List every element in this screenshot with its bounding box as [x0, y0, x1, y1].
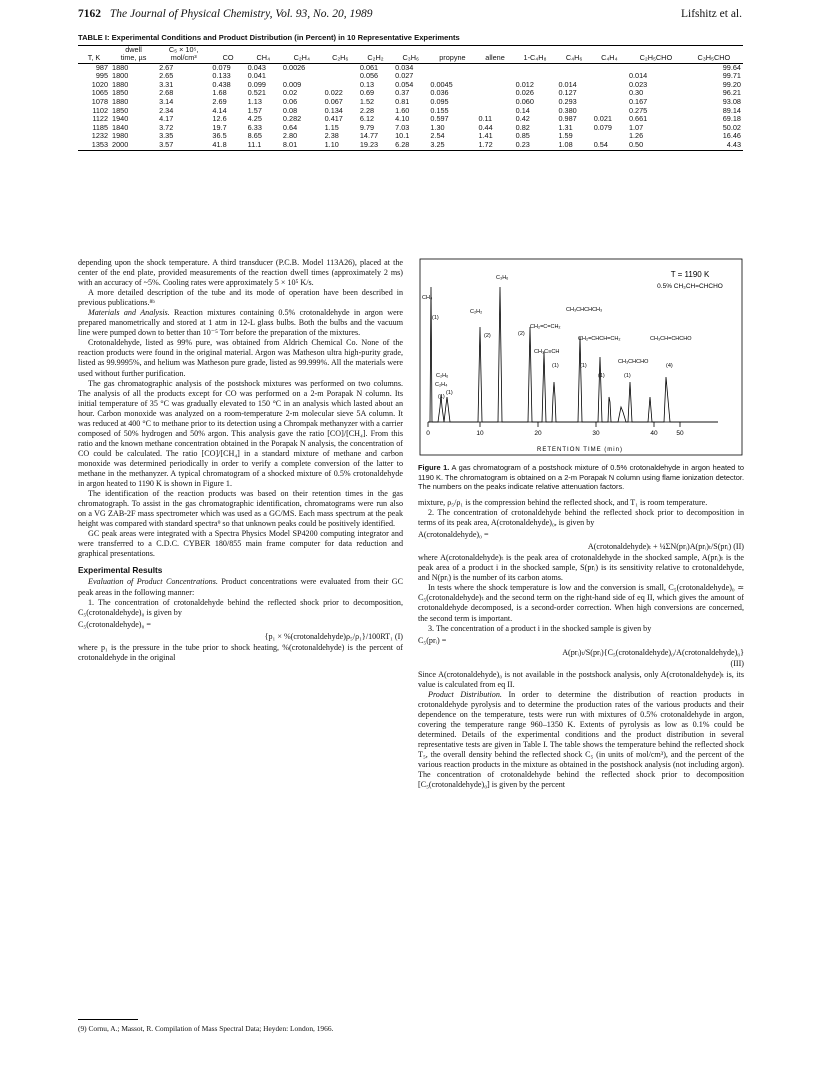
- table-cell: 2.28: [359, 105, 375, 115]
- table-cell: 19.7: [212, 122, 227, 132]
- table-cell: 1850: [112, 105, 129, 115]
- table-cell: 99.64: [722, 62, 741, 72]
- table-cell: 3.35: [159, 131, 174, 141]
- footnote-rule: [78, 1019, 138, 1020]
- equation-3-lhs: C₅(prᵢ) =: [418, 635, 447, 645]
- table-cell: 0.079: [212, 62, 231, 72]
- table-cell: 4.10: [395, 114, 410, 124]
- table-cell: 19.23: [358, 141, 393, 150]
- table-cell: 1940: [112, 114, 129, 124]
- table-1: [78, 45, 743, 151]
- attenuation-label: (2): [484, 333, 491, 339]
- peak-label-c2h2: C₂H₂: [470, 309, 483, 315]
- table-header: C₂H₄: [281, 54, 323, 63]
- table-row: [78, 141, 743, 150]
- table-cell: 99.20: [722, 79, 741, 89]
- table-cell: 1880: [112, 96, 129, 106]
- table-cell: 1880: [112, 62, 129, 72]
- paragraph: A more detailed description of the tube and its mode of operation have been described in previous publications.⁸ᵇ: [78, 288, 403, 308]
- paragraph: In tests where the shock temperature is low and the conversion is small, C₅(crotonaldehyde)₀ ≃ C₅(crotonaldehyde)ₜ and the second term on the right-hand side of eq II, which gives the amount of crotonaldehyde decomposed, is a second-order correction. When high conversions are concerned, the second term is important.: [418, 583, 744, 623]
- figure-title-temperature: T = 1190 K: [670, 270, 710, 279]
- table-cell: 3.31: [159, 79, 174, 89]
- table-cell: 0.056: [359, 71, 379, 81]
- x-tick-label: 30: [592, 430, 600, 437]
- table-cell: 8.65: [247, 131, 262, 141]
- table-cell: 0.282: [282, 114, 302, 124]
- table-cell: 4.17: [159, 114, 174, 124]
- table-header: C₂H₆: [323, 54, 358, 63]
- table-cell: [556, 63, 591, 72]
- table-cell: 0.85: [515, 131, 530, 141]
- attenuation-label: (4): [666, 363, 673, 369]
- table-cell: 0.82: [515, 122, 530, 132]
- table-cell: [592, 81, 627, 90]
- table-cell: [323, 72, 358, 81]
- attenuation-label: (1): [624, 373, 631, 379]
- table-cell: [592, 63, 627, 72]
- table-cell: 0.54: [592, 141, 627, 150]
- table-header: 1-C₄H₈: [514, 54, 557, 63]
- table-header: CO: [210, 54, 245, 63]
- table-cell: 3.57: [157, 141, 210, 150]
- table-cell: [476, 63, 513, 72]
- table-cell: 0.026: [515, 88, 534, 98]
- table-cell: 1.30: [430, 122, 445, 132]
- table-cell: 2.67: [159, 62, 174, 72]
- table-cell: 2.38: [324, 131, 339, 141]
- authors: Lifshitz et al.: [681, 8, 742, 20]
- figure-1-chromatogram: [418, 257, 744, 457]
- peak-label-allene: CH₂=C=CH₂: [530, 324, 561, 330]
- table-cell: 1.57: [247, 105, 262, 115]
- table-cell: 1.15: [324, 122, 339, 132]
- table-cell: [476, 81, 513, 90]
- table-cell: [476, 98, 513, 107]
- table-cell: 12.6: [212, 114, 227, 124]
- peak-label-c2h6: C₂H₆: [436, 373, 449, 379]
- peak-label-crotonaldehyde: CH₃CH=CHCHO: [650, 336, 692, 342]
- table-cell: 1353: [78, 141, 110, 150]
- table-cell: 6.28: [393, 141, 428, 150]
- table-cell: 1.52: [359, 96, 375, 106]
- table-cell: 10.1: [395, 131, 410, 141]
- table-cell: [476, 72, 513, 81]
- table-cell: 0.14: [515, 105, 530, 115]
- paragraph: 2. The concentration of crotonaldehyde behind the reflected shock prior to decomposition in terms of its peak area, A(crotonaldehyde)₀, is given by: [418, 508, 744, 528]
- run-in-title: Evaluation of Product Concentrations.: [88, 577, 218, 587]
- table-cell: 2.34: [159, 105, 174, 115]
- attenuation-label: (1): [432, 315, 439, 321]
- table-cell: 93.08: [722, 96, 741, 106]
- running-header: [78, 8, 742, 20]
- table-header: time, µs: [110, 54, 157, 63]
- table-cell: 0.293: [558, 96, 577, 106]
- table-cell: 0.067: [324, 96, 343, 106]
- paragraph: The identification of the reaction products was based on their retention times in the gas chromatograph. To assist in the gas chromatographic identification, chromatograms were run also on a VG ZAB-2F mass spectrometer which was used as a GC/MS. Each mass spectrum at the peak height was compared with standard spectra⁹ so that unknown peaks could be positively identified.: [78, 489, 403, 529]
- table-cell: 9.79: [359, 122, 375, 132]
- table-cell: 0.061: [359, 62, 379, 72]
- table-cell: 41.8: [210, 141, 245, 150]
- table-cell: 96.21: [722, 88, 741, 98]
- table-header: C₃H₆: [393, 54, 428, 63]
- table-cell: [323, 63, 358, 72]
- paragraph: depending upon the shock temperature. A third transducer (P.C.B. Model 113A26), placed at the center of the end plate, provided measurements of the reaction dwell times (approximately 2 ms) with an accuracy of ~5%. Cooling rates were approximately 5 × 10⁵ K/s.: [78, 258, 403, 288]
- x-tick-label: 20: [534, 430, 542, 437]
- equation-1-rhs: {p₁ × %(crotonaldehyde)ρ₅/ρ₁}/100RT₁ (I): [264, 631, 403, 641]
- paragraph: The gas chromatographic analysis of the postshock mixtures was performed on two columns. The analysis of all the products except for CO was performed on a 2-m Porapak N column. Its initial temperature of 35 °C was gradually elevated to 150 °C in an analysis which lasted about an hour. Carbon monoxide was analyzed on a room-temperature 2-m molecular sieve 5A column. It was reduced at 400 °C to methane prior to its detection using a Chrompak methanyzer with a carrier composed of 50% hydrogen and 50% argon. This analysis gave the ratio [CO]/[CH₄]. From this ratio and the known methane concentration obtained in the Porapak N analysis, the concentration of CO could be calculated. The ratio [CO]/[CH₄] in a standard mixture of methane and carbon monoxide was determined periodically in order to verify a complete conversion of the latter to methane in the methanyzer. A typical chromatogram of a shocked mixture of 0.5% crotonaldehyde in argon heated to 1190 K is shown in Figure 1.: [78, 378, 403, 489]
- table-cell: 0.041: [247, 71, 266, 81]
- equation-3-rhs: A(prᵢ)ₜ/S(prᵢ){C₅(crotonaldehyde)₀/A(crotonaldehyde)₀}: [562, 647, 744, 657]
- table-cell: [592, 89, 627, 98]
- figure-caption: Figure 1. A gas chromatogram of a postshock mixture of 0.5% crotonaldehyde in argon heated to 1190 K. The chromatogram is obtained on a 2-m Porapak N column using flame ionization detector. The numbers on the peaks indicate relative attenuation factors.: [418, 463, 744, 492]
- peak-label-ch4: CH₄: [422, 295, 433, 301]
- x-axis-ticks: [426, 422, 684, 437]
- table-cell: 8.01: [281, 141, 323, 150]
- table-row: [78, 132, 743, 141]
- table-cell: 1.26: [628, 131, 644, 141]
- table-cell: 1850: [112, 88, 129, 98]
- table-cell: 1020: [91, 79, 109, 89]
- table-cell: 1065: [91, 88, 109, 98]
- table-cell: 2000: [110, 141, 157, 150]
- table-cell: 0.167: [628, 96, 648, 106]
- table-cell: 99.71: [722, 71, 741, 81]
- attenuation-label: (1): [552, 363, 559, 369]
- table-cell: 0.0026: [282, 62, 306, 72]
- x-axis-label: RETENTION TIME (min): [537, 447, 623, 453]
- table-cell: 1.07: [628, 122, 644, 132]
- table-header: allene: [476, 54, 513, 63]
- table-cell: 50.02: [722, 122, 741, 132]
- table-header: T, K: [78, 54, 110, 63]
- section-heading: Experimental Results: [78, 565, 163, 576]
- paragraph: 3. The concentration of a product i in the shocked sample is given by: [428, 623, 652, 633]
- table-cell: [476, 89, 513, 98]
- paragraph: where p₁ is the pressure in the tube prior to shock heating, %(crotonaldehyde) is the percent of crotonaldehyde in the original: [78, 642, 403, 662]
- table-cell: 0.81: [395, 96, 410, 106]
- table-cell: 1800: [112, 71, 129, 81]
- chromatogram-svg: [418, 257, 744, 457]
- paragraph: GC peak areas were integrated with a Spectra Physics Model SP4200 computing integrator and were transferred to a C.D.C. CYBER 180/855 main frame computer for data reduction and graphical presentations.: [78, 529, 403, 559]
- table-cell: 0.012: [515, 79, 534, 89]
- table-header: C₃H₅CHO: [685, 54, 743, 63]
- equation-1-lhs: C₅(crotonaldehyde)₀ =: [78, 619, 151, 629]
- table-cell: 7.03: [395, 122, 410, 132]
- table-cell: 1840: [112, 122, 129, 132]
- table-cell: 6.12: [359, 114, 375, 124]
- table-header: C₄H₄: [592, 54, 627, 63]
- table-header-top: dwell: [110, 46, 157, 55]
- table-cell: 0.69: [359, 88, 375, 98]
- table-cell: 1185: [92, 122, 109, 132]
- table-cell: 14.77: [359, 131, 379, 141]
- table-cell: 69.18: [722, 114, 741, 124]
- figure-caption-label: Figure 1.: [418, 463, 450, 472]
- table-cell: 0.13: [359, 79, 375, 89]
- right-column: [418, 498, 744, 790]
- table-cell: 4.43: [685, 141, 743, 150]
- table-header: CH₄: [246, 54, 281, 63]
- attenuation-label: (1): [580, 363, 587, 369]
- peak-label-c3h6: C₃H₆: [496, 275, 509, 281]
- table-cell: 0.11: [478, 114, 493, 124]
- table-cell: 1078: [91, 96, 109, 106]
- table-cell: 3.14: [159, 96, 174, 106]
- table-cell: 11.1: [246, 141, 281, 150]
- table-cell: [592, 72, 627, 81]
- table-cell: 0.043: [247, 62, 266, 72]
- table-header: C₂H₅CHO: [627, 54, 685, 63]
- table-cell: 1.68: [212, 88, 227, 98]
- left-column: [78, 258, 403, 663]
- table-cell: 2.69: [212, 96, 227, 106]
- paragraph: Crotonaldehyde, listed as 99% pure, was obtained from Aldrich Chemical Co. None of the reaction products were found in the original material. Argon was Matheson ultra high-purity grade, listed as 99.9995%, and helium was Matheson pure grade, listed as 99.999%. All the materials were used without further purification.: [78, 338, 403, 378]
- table-cell: 1.31: [558, 122, 573, 132]
- table-cell: 0.50: [627, 141, 685, 150]
- paragraph: Evaluation of Product Concentrations. Product concentrations were evaluated from their GC peak areas in the following manner:: [78, 577, 403, 597]
- table-cell: 0.42: [515, 114, 530, 124]
- table-cell: 0.022: [324, 88, 343, 98]
- x-tick-label: 10: [476, 430, 484, 437]
- table-row: [78, 115, 743, 124]
- table-cell: 1.72: [476, 141, 513, 150]
- table-cell: 0.023: [628, 79, 648, 89]
- table-cell: 0.64: [282, 122, 298, 132]
- attenuation-label: (1): [598, 373, 605, 379]
- table-cell: 2.68: [159, 88, 174, 98]
- table-cell: 0.06: [282, 96, 298, 106]
- table-cell: 1.41: [478, 131, 493, 141]
- table-cell: 89.14: [722, 105, 741, 115]
- table-cell: 0.127: [558, 88, 577, 98]
- table-cell: 0.036: [430, 88, 449, 98]
- table-cell: 1880: [112, 79, 129, 89]
- table-cell: 16.46: [722, 131, 741, 141]
- table-cell: 0.009: [282, 79, 302, 89]
- table-cell: 0.275: [628, 105, 648, 115]
- table-cell: 0.08: [282, 105, 298, 115]
- table-cell: 2.54: [430, 131, 445, 141]
- table-cell: [514, 63, 557, 72]
- run-in-title: Materials and Analysis.: [88, 308, 170, 318]
- peak-label-butadiene: CH₂=CHCH=CH₂: [578, 336, 621, 342]
- table-cell: 3.25: [428, 141, 476, 150]
- table-cell: 0.014: [628, 71, 648, 81]
- table-cell: 0.014: [558, 79, 577, 89]
- table-cell: 0.079: [593, 122, 612, 132]
- equation-2-lhs: A(crotonaldehyde)₀ =: [418, 530, 489, 540]
- table-cell: 995: [95, 71, 109, 81]
- run-in-title: Product Distribution.: [428, 689, 502, 699]
- table-cell: 0.034: [395, 62, 414, 72]
- table-cell: 1232: [91, 131, 109, 141]
- table-cell: [592, 98, 627, 107]
- table-cell: 0.661: [628, 114, 648, 124]
- table-cell: 987: [95, 62, 109, 72]
- table-cell: 1.13: [247, 96, 262, 106]
- table-cell: 1.08: [556, 141, 591, 150]
- peak-label-c2h4: C₂H₄: [435, 382, 448, 388]
- table-cell: 0.37: [395, 88, 410, 98]
- footnote: (9) Cornu, A.; Massot, R. Compilation of Mass Spectral Data; Heyden: London, 1966.: [78, 1024, 334, 1033]
- table-cell: 0.027: [395, 71, 414, 81]
- table-cell: 6.33: [247, 122, 262, 132]
- paragraph: Materials and Analysis. Reaction mixtures containing 0.5% crotonaldehyde in argon were prepared manometrically and stored at 1 atm in 12-L glass bulbs. Both the bulbs and the vacuum line were pumped down to better than 10⁻⁵ Torr before the preparation of the mixtures.: [78, 308, 403, 338]
- table-cell: 2.80: [282, 131, 298, 141]
- page-number: 7162: [78, 8, 101, 20]
- table-cell: 0.060: [515, 96, 534, 106]
- table-cell: 0.597: [430, 114, 449, 124]
- table-cell: 36.5: [212, 131, 227, 141]
- table-cell: 2.65: [159, 71, 174, 81]
- paragraph: Since A(crotonaldehyde)₀ is not available in the postshock analysis, only A(crotonaldehyde)ₜ is, its value is calculated from eq II.: [418, 669, 744, 689]
- x-tick-label: 50: [676, 430, 684, 437]
- paragraph: where A(crotonaldehyde)ₜ is the peak area of crotonaldehyde in the shocked sample, A(prᵢ)ₜ is the peak area of a product i in the shocked sample, S(prᵢ) is its sensitivity relative to crotonaldehyde, and N(prᵢ) is the number of its carbon atoms.: [418, 553, 744, 583]
- table-cell: 4.14: [212, 105, 227, 115]
- table-cell: 0.133: [212, 71, 231, 81]
- x-tick-label: 0: [426, 430, 430, 437]
- table-cell: 0.380: [558, 105, 577, 115]
- figure-title-mixture: 0.5% CH₃CH=CHCHO: [657, 283, 723, 290]
- peak-label-propanal: CH₃CHCHO: [618, 359, 649, 365]
- table-cell: 0.095: [430, 96, 449, 106]
- table-cell: 4.25: [247, 114, 262, 124]
- table-header: C₂H₂: [358, 54, 393, 63]
- equation-2-rhs: A(crotonaldehyde)ₜ + ¼ΣN(prᵢ)A(prᵢ)ₜ/S(prᵢ) (II): [587, 542, 744, 552]
- paragraph: mixture, ρ₅/ρ₁ is the compression behind the reflected shock, and T₁ is room temperature.: [418, 498, 708, 507]
- table-caption: TABLE I: Experimental Conditions and Product Distribution (in Percent) in 10 Representative Experiments: [78, 33, 460, 42]
- table-cell: 0.44: [478, 122, 493, 132]
- table-cell: 1.60: [395, 105, 410, 115]
- table-cell: [428, 63, 476, 72]
- attenuation-label: (2): [518, 331, 525, 337]
- table-header: C₄H₆: [556, 54, 591, 63]
- table-row: [78, 124, 743, 133]
- table-cell: 1.10: [323, 141, 358, 150]
- table-cell: 0.417: [324, 114, 343, 124]
- table-cell: 0.155: [430, 105, 449, 115]
- table-cell: 0.438: [212, 79, 231, 89]
- peak-label-butene: CH₃CHCHCH₃: [566, 307, 603, 313]
- table-cell: 0.021: [593, 114, 612, 124]
- table-cell: 1.59: [558, 131, 573, 141]
- peak-label-propyne: CH₃C≡CH: [534, 349, 560, 355]
- journal-title: The Journal of Physical Chemistry, Vol. 93, No. 20, 1989: [109, 8, 373, 20]
- table-header-top: C₅ × 10⁵,: [157, 46, 210, 55]
- table-cell: 1122: [92, 114, 109, 124]
- paragraph: 1. The concentration of crotonaldehyde behind the reflected shock prior to decomposition, C₅(crotonaldehyde)₀ is given by: [78, 597, 403, 617]
- table-cell: 0.23: [514, 141, 557, 150]
- table-cell: 1102: [92, 105, 109, 115]
- table-cell: 0.521: [247, 88, 266, 98]
- table-cell: 0.054: [395, 79, 414, 89]
- table-cell: 0.0045: [430, 79, 453, 89]
- equation-3-number: (III): [730, 658, 744, 668]
- table-cell: 0.02: [282, 88, 298, 98]
- table-header: mol/cm³: [157, 54, 210, 63]
- table-cell: 0.987: [558, 114, 577, 124]
- table-row: [78, 81, 743, 90]
- x-tick-label: 40: [650, 430, 658, 437]
- table-header: propyne: [428, 54, 476, 63]
- attenuation-label: (1): [438, 394, 445, 400]
- table-cell: 0.099: [247, 79, 266, 89]
- table-cell: 3.72: [159, 122, 174, 132]
- table-cell: 0.30: [628, 88, 644, 98]
- table-cell: 0.134: [324, 105, 343, 115]
- paragraph: Product Distribution. In order to determine the distribution of reaction products in crotonaldehyde pyrolysis and to determine the production rates of the various products and their dependence on the temperature, tests were run with mixtures of 0.5% crotonaldehyde in argon, covering the temperature range 960–1350 K. Extents of pyrolysis as low as 0.1% could be determined. Details of the experimental conditions and the product distribution in several representative tests are given in Table I. The table shows the temperature behind the reflected shock T₅, the overall density behind the reflected shock C₅ (in units of mol/cm³), and the percent of the various reaction products in the mixture as obtained in the postshock analysis (not including argon). The concentration of crotonaldehyde behind the reflected shock prior to decomposition [C₅(crotonaldehyde)₀] is given by the percent: [418, 689, 744, 790]
- attenuation-label: (1): [446, 390, 453, 396]
- table-cell: 1980: [112, 131, 129, 141]
